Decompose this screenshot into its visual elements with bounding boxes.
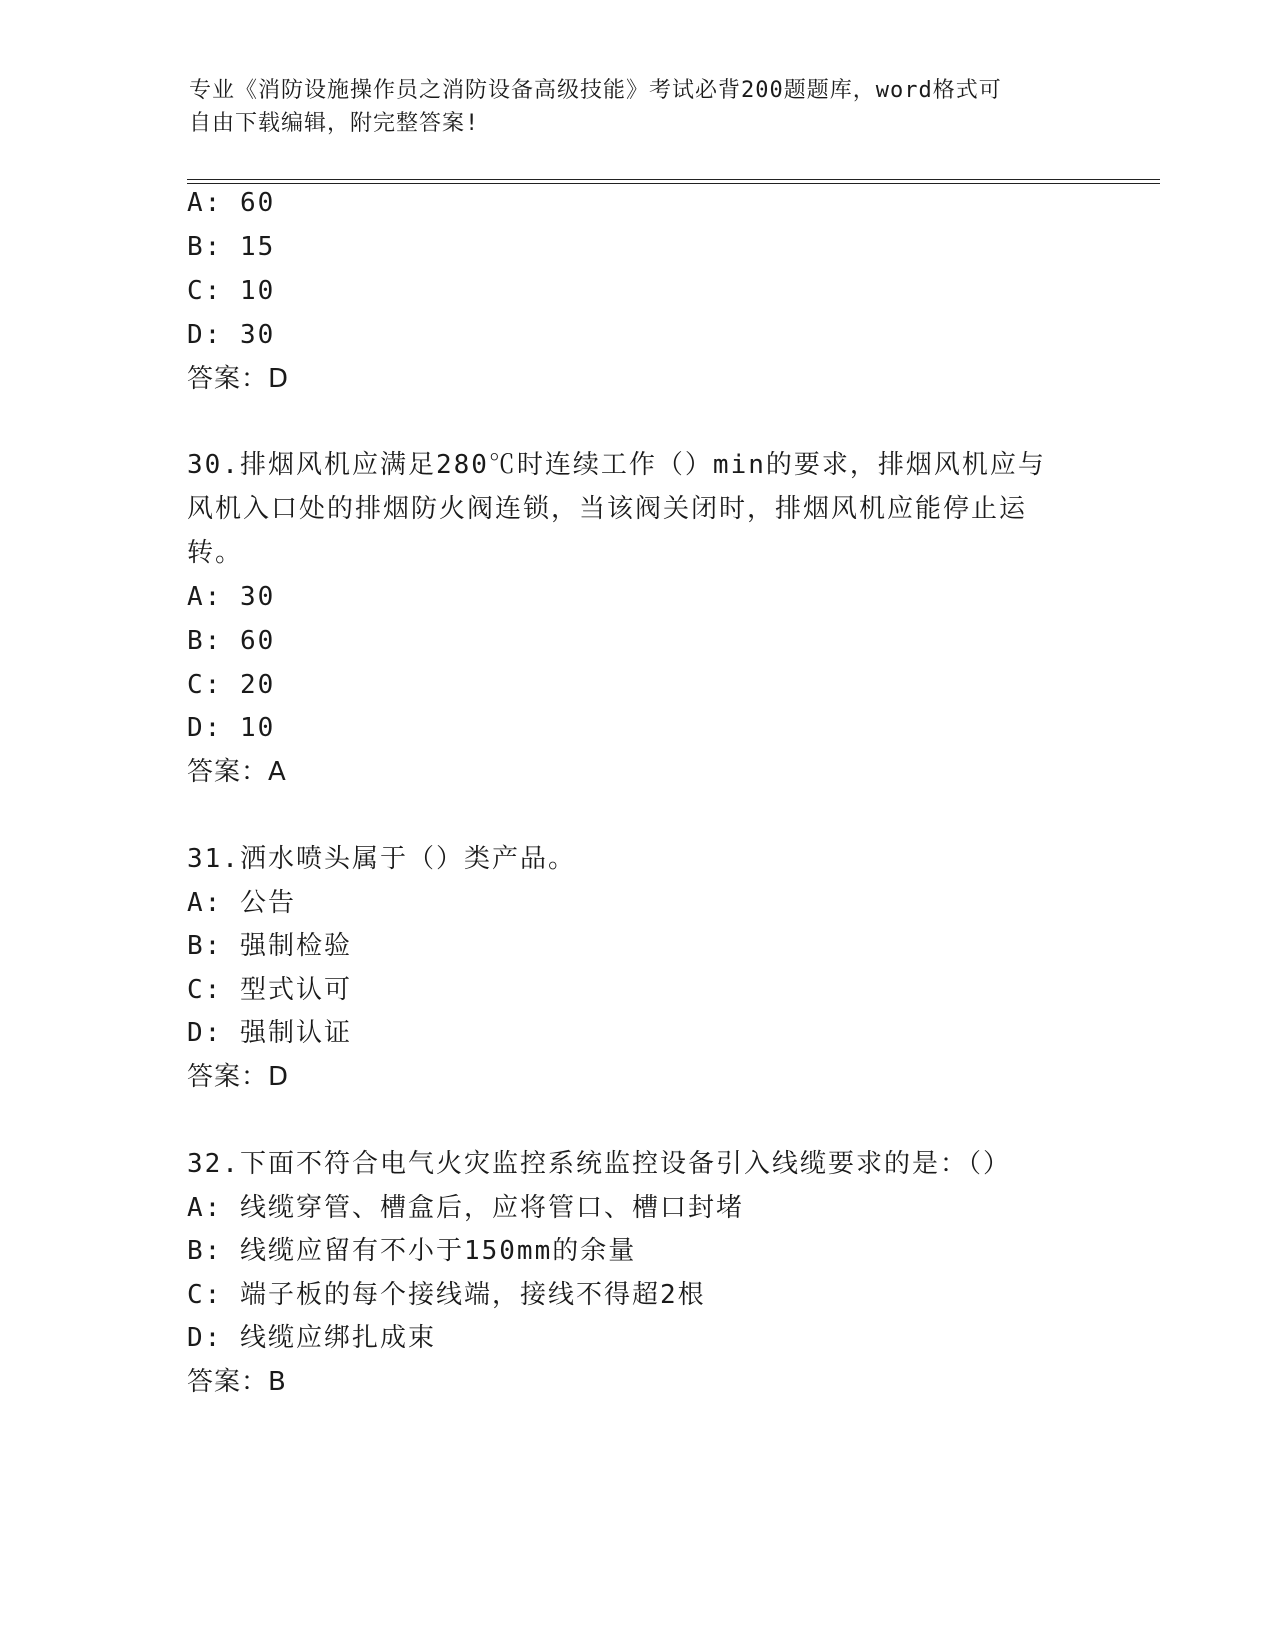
q32-stem-line-1: 32.下面不符合电气火灾监控系统监控设备引入线缆要求的是：（）	[187, 1149, 1011, 1179]
q30-stem-line-3: 转。	[187, 538, 244, 568]
q32-option-b: B: 线缆应留有不小于150mm的余量	[187, 1236, 637, 1266]
q31-option-b: B: 强制检验	[187, 931, 352, 961]
q30-answer: 答案：A	[187, 757, 287, 787]
q30-stem-line-1: 30.排烟风机应满足280℃时连续工作（）min的要求，排烟风机应与	[187, 450, 1046, 480]
q30-stem-line-2: 风机入口处的排烟防火阀连锁，当该阀关闭时，排烟风机应能停止运	[187, 494, 1028, 524]
q32-answer: 答案：B	[187, 1367, 287, 1397]
q29-option-a: A: 60	[187, 188, 276, 218]
q31-option-d: D: 强制认证	[187, 1018, 352, 1048]
q32-option-a: A: 线缆穿管、槽盒后，应将管口、槽口封堵	[187, 1193, 744, 1223]
q29-option-d: D: 30	[187, 320, 276, 350]
q31-option-a: A: 公告	[187, 888, 296, 918]
q30-option-b: B: 60	[187, 626, 276, 656]
q32-option-d: D: 线缆应绑扎成束	[187, 1323, 436, 1353]
q32-option-c: C: 端子板的每个接线端，接线不得超2根	[187, 1280, 706, 1310]
q30-option-d: D: 10	[187, 713, 276, 743]
q30-option-c: C: 20	[187, 670, 276, 700]
q31-option-c: C: 型式认可	[187, 975, 352, 1005]
q29-option-c: C: 10	[187, 276, 276, 306]
header-line-1: 专业《消防设施操作员之消防设备高级技能》考试必背200题题库，word格式可	[189, 78, 1002, 103]
q31-answer: 答案：D	[187, 1062, 290, 1092]
header-line-2: 自由下载编辑，附完整答案!	[189, 111, 480, 136]
q29-answer: 答案：D	[187, 364, 290, 394]
q30-option-a: A: 30	[187, 582, 276, 612]
document-header	[189, 74, 1089, 140]
q29-option-b: B: 15	[187, 232, 276, 262]
q31-stem-line-1: 31.洒水喷头属于（）类产品。	[187, 844, 576, 874]
header-divider-top	[187, 179, 1160, 180]
header-divider-bottom	[187, 183, 1160, 184]
